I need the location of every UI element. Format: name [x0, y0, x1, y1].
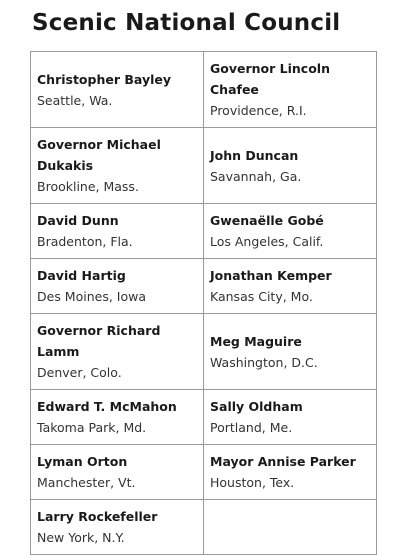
member-cell	[204, 314, 377, 390]
member-location: Des Moines, Iowa	[37, 289, 146, 304]
table-row	[31, 259, 377, 314]
member-name: Edward T. McMahon	[37, 399, 177, 414]
empty-cell	[204, 500, 377, 555]
member-location: Kansas City, Mo.	[210, 289, 313, 304]
member-name: David Hartig	[37, 268, 126, 283]
table-row	[31, 314, 377, 390]
page-title: Scenic National Council	[32, 10, 341, 36]
member-cell	[204, 390, 377, 445]
member-name: Meg Maguire	[210, 333, 302, 349]
member-name: Mayor Annise Parker	[210, 454, 356, 469]
member-name: Gwenaëlle Gobé	[210, 213, 324, 228]
member-cell	[31, 390, 204, 445]
member-location: Portland, Me.	[210, 420, 293, 435]
member-cell	[204, 259, 377, 314]
member-location: Manchester, Vt.	[37, 475, 136, 490]
member-location: Houston, Tex.	[210, 475, 295, 490]
table-row	[31, 52, 377, 128]
table-row	[31, 128, 377, 204]
table-row	[31, 445, 377, 500]
table-row	[31, 204, 377, 259]
table-row	[31, 390, 377, 445]
member-cell	[204, 52, 377, 128]
member-cell	[31, 52, 204, 128]
member-name: Governor Richard Lamm	[37, 323, 161, 359]
member-location: Los Angeles, Calif.	[210, 234, 324, 249]
member-name: Governor Lincoln Chafee	[210, 61, 330, 97]
member-cell	[31, 259, 204, 314]
member-location: Brookline, Mass.	[37, 179, 139, 194]
member-location: Denver, Colo.	[37, 365, 122, 380]
member-cell	[204, 445, 377, 500]
council-members-table	[30, 51, 377, 555]
member-name: David Dunn	[37, 213, 119, 228]
member-cell	[31, 500, 204, 555]
member-cell	[31, 445, 204, 500]
member-location: Seattle, Wa.	[37, 92, 113, 108]
member-location: Providence, R.I.	[210, 103, 307, 118]
member-location: Washington, D.C.	[210, 354, 318, 370]
member-cell	[31, 204, 204, 259]
member-cell	[204, 204, 377, 259]
member-name: Christopher Bayley	[37, 71, 172, 87]
member-name: Larry Rockefeller	[37, 509, 158, 524]
member-cell	[31, 128, 204, 204]
member-name: John Duncan	[210, 147, 299, 163]
member-location: Takoma Park, Md.	[37, 420, 147, 435]
table-row	[31, 500, 377, 555]
member-name: Sally Oldham	[210, 399, 303, 414]
member-name: Lyman Orton	[37, 454, 128, 469]
member-location: New York, N.Y.	[37, 530, 125, 545]
member-location: Savannah, Ga.	[210, 168, 302, 184]
member-cell	[31, 314, 204, 390]
member-cell	[204, 128, 377, 204]
member-name: Jonathan Kemper	[210, 268, 332, 283]
member-location: Bradenton, Fla.	[37, 234, 133, 249]
member-name: Governor Michael Dukakis	[37, 137, 161, 173]
